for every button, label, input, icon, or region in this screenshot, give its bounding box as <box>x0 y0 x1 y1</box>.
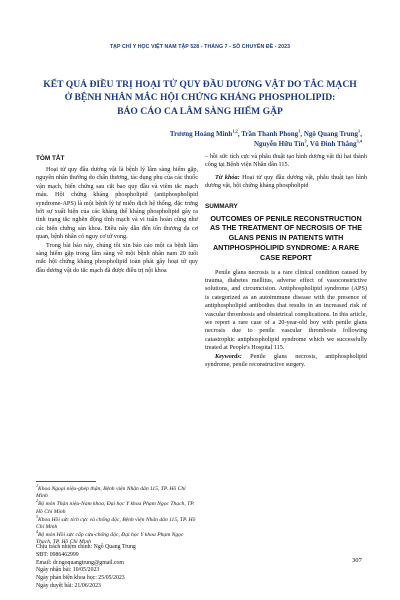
title-line: Ở BỆNH NHÂN MẮC HỘI CHỨNG KHÁNG PHOSPHOLIPID: <box>64 92 336 104</box>
author-affiliation: 1 <box>358 128 361 134</box>
abstract-continuation: – hồi sức tích cực và phẫu thuật tạo hình dương vật thì hai thành công tại Bệnh viện Nhân dân 115. <box>205 153 367 169</box>
author-affiliation: 1 <box>298 128 301 134</box>
keywords-label: Keywords: <box>215 352 242 360</box>
right-column <box>205 153 367 369</box>
keywords-text: Penile glans necrosis, antiphospholipid syndrome, penile reconstructive surgery. <box>205 352 367 369</box>
author-affiliation: 1,2 <box>232 128 238 134</box>
author-name: Vũ Đình Thắng <box>309 139 357 148</box>
keywords-label: Từ khóa: <box>215 173 240 181</box>
footnote: $^2$Bộ môn Thận niệu-Nam khoa, Đại học Y khoa Phạm Ngọc Thạch, TP. Hồ Chí Minh <box>36 498 195 515</box>
author-name: Ngô Quang Trung <box>303 130 359 138</box>
footnote: $^4$Bộ môn Hồi sức cấp cứu-chống độc, Đại học Y khoa Phạm Ngọc Thạch, TP. Hồ Chí Minh <box>36 529 184 546</box>
article-title <box>40 78 360 118</box>
footnote-divider <box>36 481 96 482</box>
summary-paragraph: Penile glans necrosis is a rare clinical condition caused by trauma, diabetes mellitus, adverse effect of vasoconstrictive solutions, and circumcision. Antiphospholipid syndrome (APS) is categorized as an autoimmune disease with the presence of antiphospholipid antibodies that results in an increased risk of vascular thrombosis and obstetrical complications. In this article, we report a rare case of a 20-year-old boy with penile glans necrosis due to penile vascular thrombosis following catastrophic antiphospholipid syndrome which we successfully treated at People's Hospital 115. <box>205 268 367 352</box>
author-line: Trương Hoàng Minh$^{1,2}$, Trần Thanh Phong$^1$, Ngô Quang Trung$^1$, <box>169 128 362 138</box>
footnote: $^3$Khoa Hồi sức tích cực và chống độc, Bệnh viện Nhân dân 115, TP. Hồ Chí Minh <box>36 513 196 531</box>
left-column <box>36 155 198 275</box>
author-name: Nguyễn Hữu Tín <box>253 139 305 148</box>
abstract-paragraph: Trong bài báo này, chúng tôi xin báo cáo một ca bệnh lâm sàng hiếm gặp trong lâm sàng về một bệnh nhân nam 20 tuổi mắc hội chứng kháng phospholipid toàn phát gây hoại tử quy đầu dương vật do tắc mạch đã được điều trị nội khoa <box>36 241 198 274</box>
english-title: OUTCOMES OF PENILE RECONSTRUCTION AS THE TREATMENT OF NECROSIS OF THE GLANS PENIS IN PATIENTS WITH ANTIPHOSPHOLIPID SYNDROME: A RARE CASE REPORT <box>209 213 362 262</box>
author-line: Nguyễn Hữu Tín$^3$, Vũ Đình Thắng$^{3,4}$ <box>253 138 362 148</box>
contact-email[interactable]: Email: dr.ngoquangtrung@gmail.com <box>36 559 124 566</box>
accepted-date: Ngày duyệt bài: 21/06/2023 <box>36 582 101 589</box>
contact-phone: SĐT: 0986462999 <box>36 551 79 558</box>
title-line: KẾT QUẢ ĐIỀU TRỊ HOẠI TỬ QUY ĐẦU DƯƠNG VẬT DO TẮC MẠCH <box>43 79 357 90</box>
author-list <box>150 130 362 150</box>
author-name: Trần Thanh Phong <box>241 130 299 138</box>
author-name: Trương Hoàng Minh <box>169 130 233 138</box>
vietnamese-keywords <box>205 174 367 191</box>
author-affiliation: 3 <box>304 138 307 144</box>
received-date: Ngày nhận bài: 10/05/2023 <box>36 567 100 574</box>
page-number: 307 <box>352 557 362 564</box>
footnote: $^1$Khoa Ngoại niệu-ghép thận, Bệnh viện Nhân dân 115, TP. Hồ Chí Minh <box>36 483 186 500</box>
journal-header: TẠP CHÍ Y HỌC VIỆT NAM TẬP 528 - THÁNG 7 - SỐ CHUYÊN ĐỀ - 2023 <box>109 44 291 50</box>
english-keywords <box>205 353 367 370</box>
correspondence-info <box>36 544 198 591</box>
abstract-paragraph: Hoại tử quy đầu dương vật là bệnh lý lâm sàng hiếm gặp, nguyên nhân thường do chấn thương, tác dụng phụ của các thuốc vận mạch, biến chứng sau cắt bao quy đầu và viêm tắc mạch máu. Hội chứng kháng phospholipid (antiphospholipid syndrome-APS) là một bệnh lý tự miễn dịch hệ thống, đặc trưng bởi sự xuất hiện của các kháng thể kháng phospholipid gây ra tình trạng tắc nghẽn động tĩnh mạch và vi tuần hoàn cũng như các biến chứng sản khoa. Điều này dẫn đến tổn thương đa cơ quan, bệnh nhân có nguy cơ tử vong. <box>36 166 198 241</box>
footnotes <box>36 483 198 548</box>
summary-heading: SUMMARY <box>205 202 238 210</box>
abstract-heading: TÓM TẮT <box>36 155 65 162</box>
title-line: BÁO CÁO CA LÂM SÀNG HIẾM GẶP <box>117 105 283 117</box>
review-date: Ngày phản biện khoa học: 25/05/2023 <box>36 575 125 582</box>
contact-author: Chịu trách nhiệm chính: Ngô Quang Trung <box>36 544 136 550</box>
keywords-text: Hoại tử quy đầu dương vật, phẫu thuật tạo hình dương vật, hội chứng kháng phospholipid <box>205 173 367 190</box>
author-affiliation: 3,4 <box>356 138 362 144</box>
